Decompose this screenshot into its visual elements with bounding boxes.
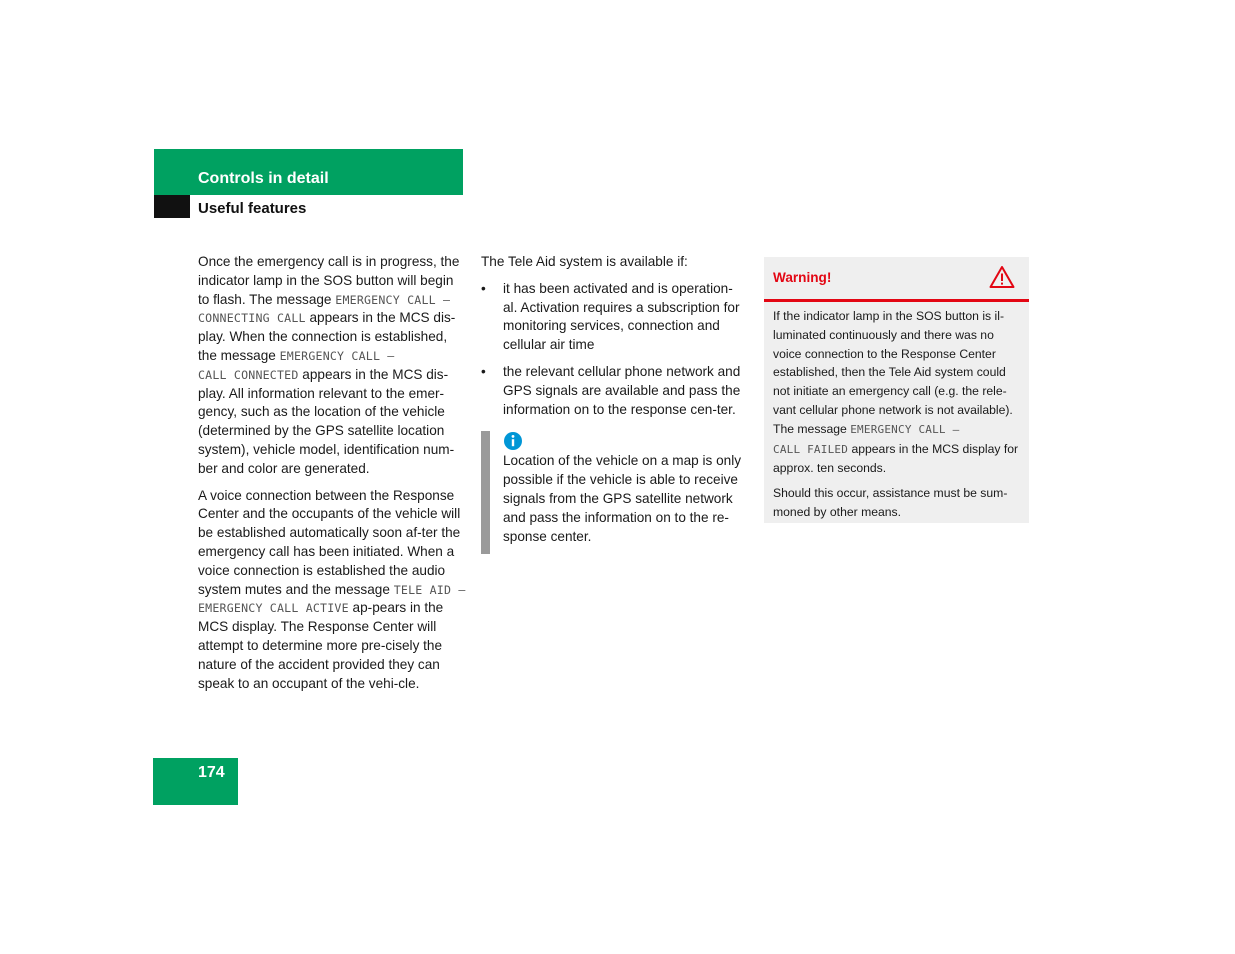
mcs-message: TELE AID – EMERGENCY CALL ACTIVE (198, 582, 466, 616)
info-text: Location of the vehicle on a map is only possible if the vehicle is able to receive signals from the GPS satellite network and pass the information on to the re-sponse center. (503, 453, 742, 544)
left-column (198, 253, 466, 701)
middle-column (481, 253, 747, 546)
warning-box (764, 257, 1029, 523)
mcs-message: EMERGENCY CALL – (279, 348, 395, 363)
paragraph-emergency-call-progress: Once the emergency call is in progress, the indicator lamp in the SOS button will begin to flash. The message EMERGENCY CALL – CONNECTING CALL appears in the MCS dis-play. When the connection is established, the message EMERGENCY CALL – CALL CONNECTED appears in the MCS dis-play. All information relevant to the emer-gency, such as the location of the vehicle (determined by the GPS satellite location system), vehicle model, identification num-ber and color are generated. (198, 254, 460, 476)
section-title: Controls in detail (198, 170, 329, 187)
list-item: • it has been activated and is operation-al. Activation requires a subscription for monitoring services, connection and cellular air time (481, 280, 740, 353)
subsection-title: Useful features (198, 200, 307, 217)
page-number-box (153, 758, 238, 805)
warning-header (764, 257, 1029, 302)
availability-intro: The Tele Aid system is available if: (481, 254, 688, 269)
warning-triangle-icon (989, 265, 1015, 289)
mcs-message: EMERGENCY CALL – (335, 292, 451, 307)
warning-paragraph: If the indicator lamp in the SOS button is il-luminated continuously and there was no voice connection to the Response Center established, then the Tele Aid system could not initiate an emergency call (e.g. the rele-vant cellular phone network is not available). The message EMERGENCY CALL – CALL FAILED appears in the MCS display for approx. ten seconds. (773, 309, 1019, 476)
warning-title: Warning! (773, 270, 832, 285)
mcs-message: CALL FAILED (773, 442, 849, 456)
info-note (481, 431, 747, 546)
bullet-icon: • (481, 363, 486, 379)
mcs-message: EMERGENCY CALL – (850, 422, 960, 436)
info-bar (481, 431, 490, 554)
warning-paragraph: Should this occur, assistance must be sum-moned by other means. (773, 486, 1008, 519)
mcs-message: CONNECTING CALL (198, 311, 306, 326)
bullet-icon: • (481, 280, 486, 296)
availability-list (481, 280, 747, 420)
list-item: • the relevant cellular phone network and GPS signals are available and pass the information on to the response cen-ter. (481, 363, 741, 417)
paragraph-voice-connection: A voice connection between the Response Center and the occupants of the vehicle will be established automatically soon af-ter the emergency call has been initiated. When a voice connection is established the audio system mutes and the message TELE AID – EMERGENCY CALL ACTIVE ap-pears in the MCS display. The Response Center will attempt to determine more pre-cisely the nature of the accident provided they can speak to an occupant of the vehi-cle. (198, 487, 466, 691)
warning-body (764, 302, 1029, 522)
page-number: 174 (198, 764, 225, 781)
info-icon (503, 431, 523, 451)
mcs-message: CALL CONNECTED (198, 367, 299, 382)
subheader-marker (154, 195, 190, 218)
